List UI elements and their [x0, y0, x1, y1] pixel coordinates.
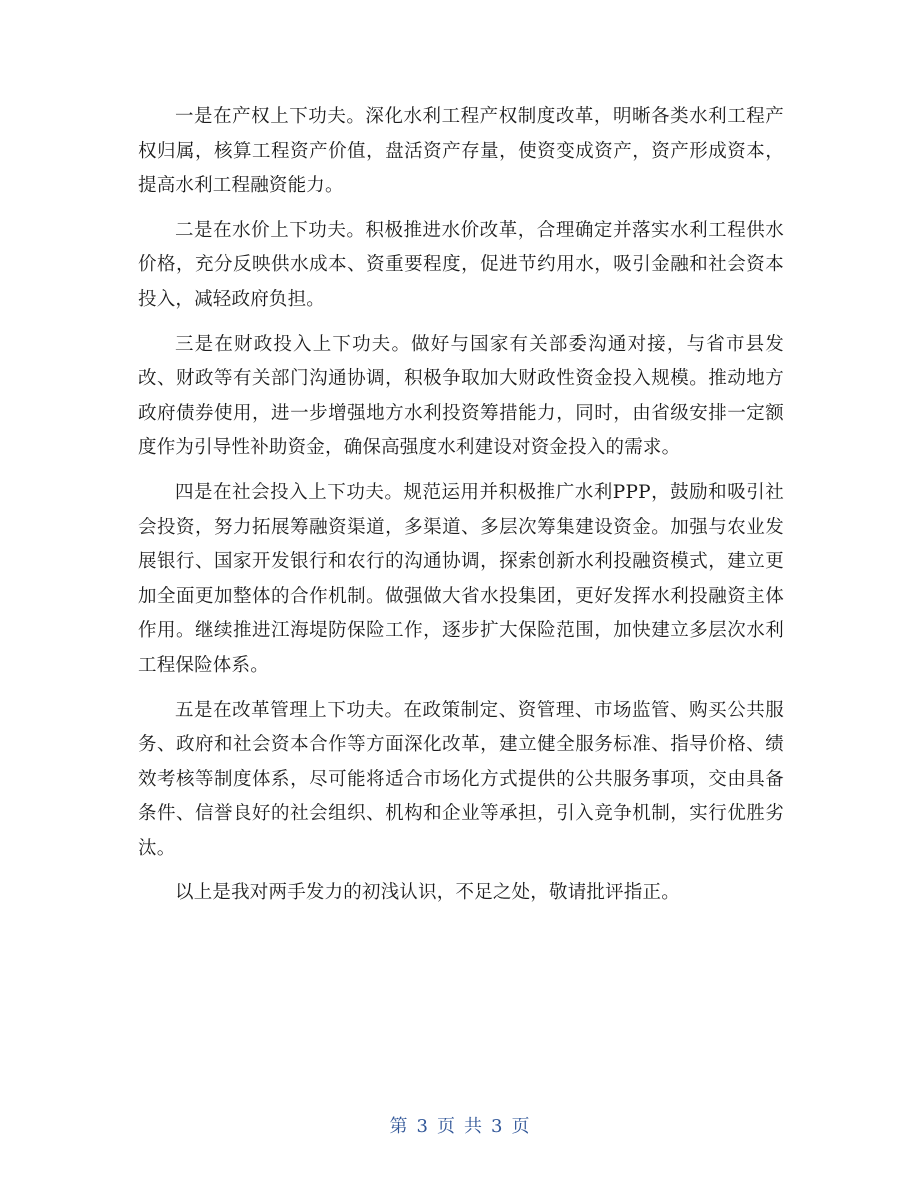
- paragraph-water-price: 二是在水价上下功夫。积极推进水价改革，合理确定并落实水利工程供水价格，充分反映供水成本、资重要程度，促进节约用水，吸引金融和社会资本投入，减轻政府负担。: [138, 219, 784, 310]
- footer-current-page: 3: [416, 1116, 429, 1137]
- footer-label-page-unit: 页: [437, 1116, 456, 1137]
- paragraph-reform-management: 五是在改革管理上下功夫。在政策制定、资管理、市场监管、购买公共服务、政府和社会资本合作等方面深化改革，建立健全服务标准、指导价格、绩效考核等制度体系，尽可能将适合市场化方式提供的公共服务事项，交由具备条件、信誉良好的社会组织、机构和企业等承担，引入竞争机制，实行优胜劣汰。: [138, 699, 784, 859]
- footer-label-total-unit: 页: [511, 1116, 531, 1137]
- paragraph-closing: 以上是我对两手发力的初浅认识，不足之处，敬请批评指正。: [175, 882, 680, 904]
- footer-label-total: 共: [464, 1116, 483, 1137]
- page-number-footer: [0, 1112, 920, 1138]
- document-body: [138, 100, 784, 921]
- paragraph-social-investment: 四是在社会投入上下功夫。规范运用并积极推广水利PPP，鼓励和吸引社会投资，努力拓展筹融资渠道，多渠道、多层次筹集建设资金。加强与农业发展银行、国家开发银行和农行的沟通协调，探索创新水利投融资模式，建立更加全面更加整体的合作机制。做强做大省水投集团，更好发挥水利投融资主体作用。继续推进江海堤防保险工作，逐步扩大保险范围，加快建立多层次水利工程保险体系。: [138, 481, 784, 676]
- paragraph-fiscal-investment: 三是在财政投入上下功夫。做好与国家有关部委沟通对接，与省市县发改、财政等有关部门沟通协调，积极争取加大财政性资金投入规模。推动地方政府债券使用，进一步增强地方水利投资筹措能力，同时，由省级安排一定额度作为引导性补助资金，确保高强度水利建设对资金投入的需求。: [138, 333, 784, 459]
- paragraph-property-rights: 一是在产权上下功夫。深化水利工程产权制度改革，明晰各类水利工程产权归属，核算工程资产价值，盘活资产存量，使资变成资产，资产形成资本，提高水利工程融资能力。: [138, 106, 784, 197]
- footer-total-pages: 3: [491, 1116, 504, 1137]
- footer-label-page: 第: [389, 1116, 409, 1137]
